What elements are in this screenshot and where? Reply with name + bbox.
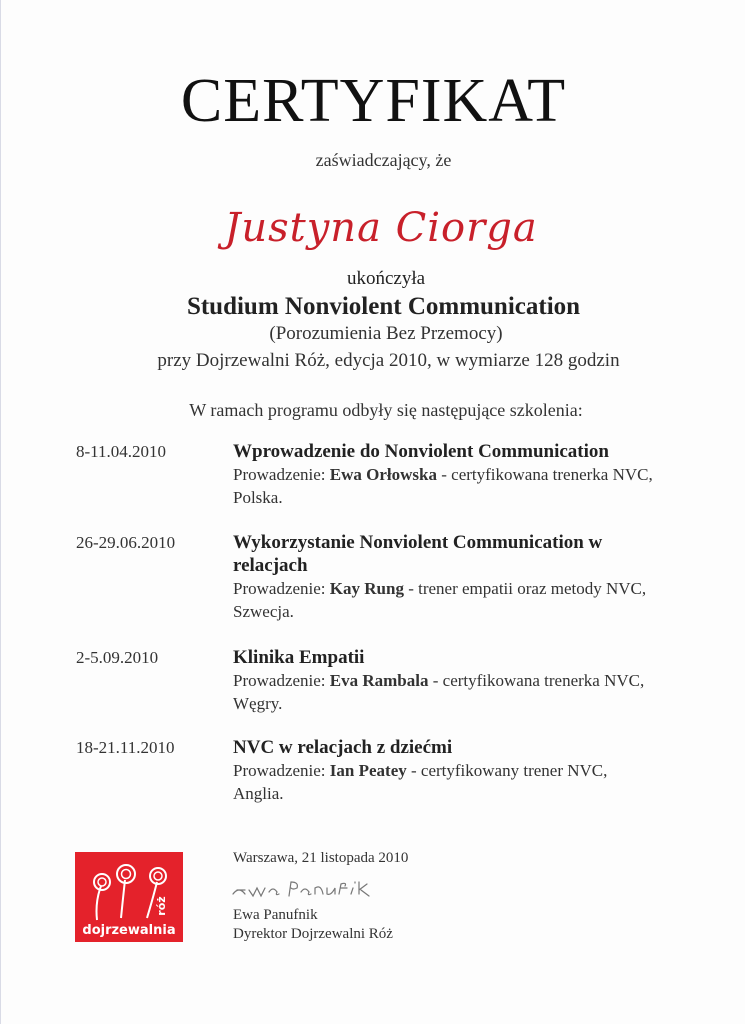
course-subtitle: (Porozumienia Bez Przemocy) bbox=[269, 323, 503, 344]
training-leader: Eva Rambala bbox=[329, 671, 429, 690]
training-leader-line bbox=[233, 669, 653, 715]
training-title: Wprowadzenie do Nonviolent Communication bbox=[233, 441, 609, 462]
training-title: Wykorzystanie Nonviolent Communication w relacjach bbox=[233, 532, 603, 576]
training-leader-prefix: Prowadzenie: bbox=[233, 579, 330, 598]
training-body bbox=[233, 736, 663, 805]
rose-logo-icon bbox=[75, 852, 183, 942]
training-leader-suffix: - trener empatii oraz metody NVC, Szwecja. bbox=[233, 579, 647, 621]
training-leader: Ian Peatey bbox=[329, 761, 407, 780]
training-body bbox=[233, 440, 673, 509]
training-leader-suffix: - certyfikowana trenerka NVC, Węgry. bbox=[233, 671, 645, 713]
certificate-subtitle: zaświadczający, że bbox=[315, 150, 452, 170]
signer-role: Dyrektor Dojrzewalni Róż bbox=[233, 926, 393, 942]
training-title: Klinika Empatii bbox=[233, 647, 365, 668]
training-date: 8-11.04.2010 bbox=[76, 442, 167, 461]
signer-block bbox=[233, 906, 393, 944]
logo-text-bottom: dojrzewalnia bbox=[82, 923, 176, 938]
training-leader-line bbox=[233, 759, 653, 805]
training-leader-suffix: - certyfikowana trenerka NVC, Polska. bbox=[233, 465, 653, 507]
training-leader-line bbox=[233, 463, 653, 509]
training-leader: Ewa Orłowska bbox=[329, 465, 437, 484]
training-body bbox=[233, 646, 653, 715]
training-leader-prefix: Prowadzenie: bbox=[233, 671, 330, 690]
course-name: Studium Nonviolent Communication bbox=[186, 293, 581, 320]
training-leader-line bbox=[233, 577, 653, 623]
training-date: 2-5.09.2010 bbox=[76, 648, 159, 667]
signer-name: Ewa Panufnik bbox=[233, 907, 318, 923]
training-date: 26-29.06.2010 bbox=[76, 533, 176, 552]
recipient-name: Justyna Ciorga bbox=[224, 205, 538, 251]
program-intro: W ramach programu odbyły się następujące szkolenia: bbox=[189, 400, 583, 420]
training-leader-prefix: Prowadzenie: bbox=[233, 761, 330, 780]
training-leader-prefix: Prowadzenie: bbox=[233, 465, 330, 484]
training-title: NVC w relacjach z dziećmi bbox=[233, 737, 453, 758]
course-details: przy Dojrzewalni Róż, edycja 2010, w wymiarze 128 godzin bbox=[157, 350, 620, 371]
logo-text-top: róż bbox=[155, 896, 168, 916]
place-date: Warszawa, 21 listopada 2010 bbox=[233, 850, 409, 866]
training-leader: Kay Rung bbox=[329, 579, 404, 598]
completed-label: ukończyła bbox=[346, 268, 426, 289]
handwritten-signature bbox=[229, 876, 389, 904]
training-leader-suffix: - certyfikowany trener NVC, Anglia. bbox=[233, 761, 608, 803]
certificate-title: CERTYFIKAT bbox=[180, 67, 567, 135]
training-date: 18-21.11.2010 bbox=[76, 738, 175, 757]
signature-icon bbox=[229, 876, 389, 904]
training-body bbox=[233, 531, 658, 623]
dojrzewalnia-logo bbox=[75, 852, 183, 942]
